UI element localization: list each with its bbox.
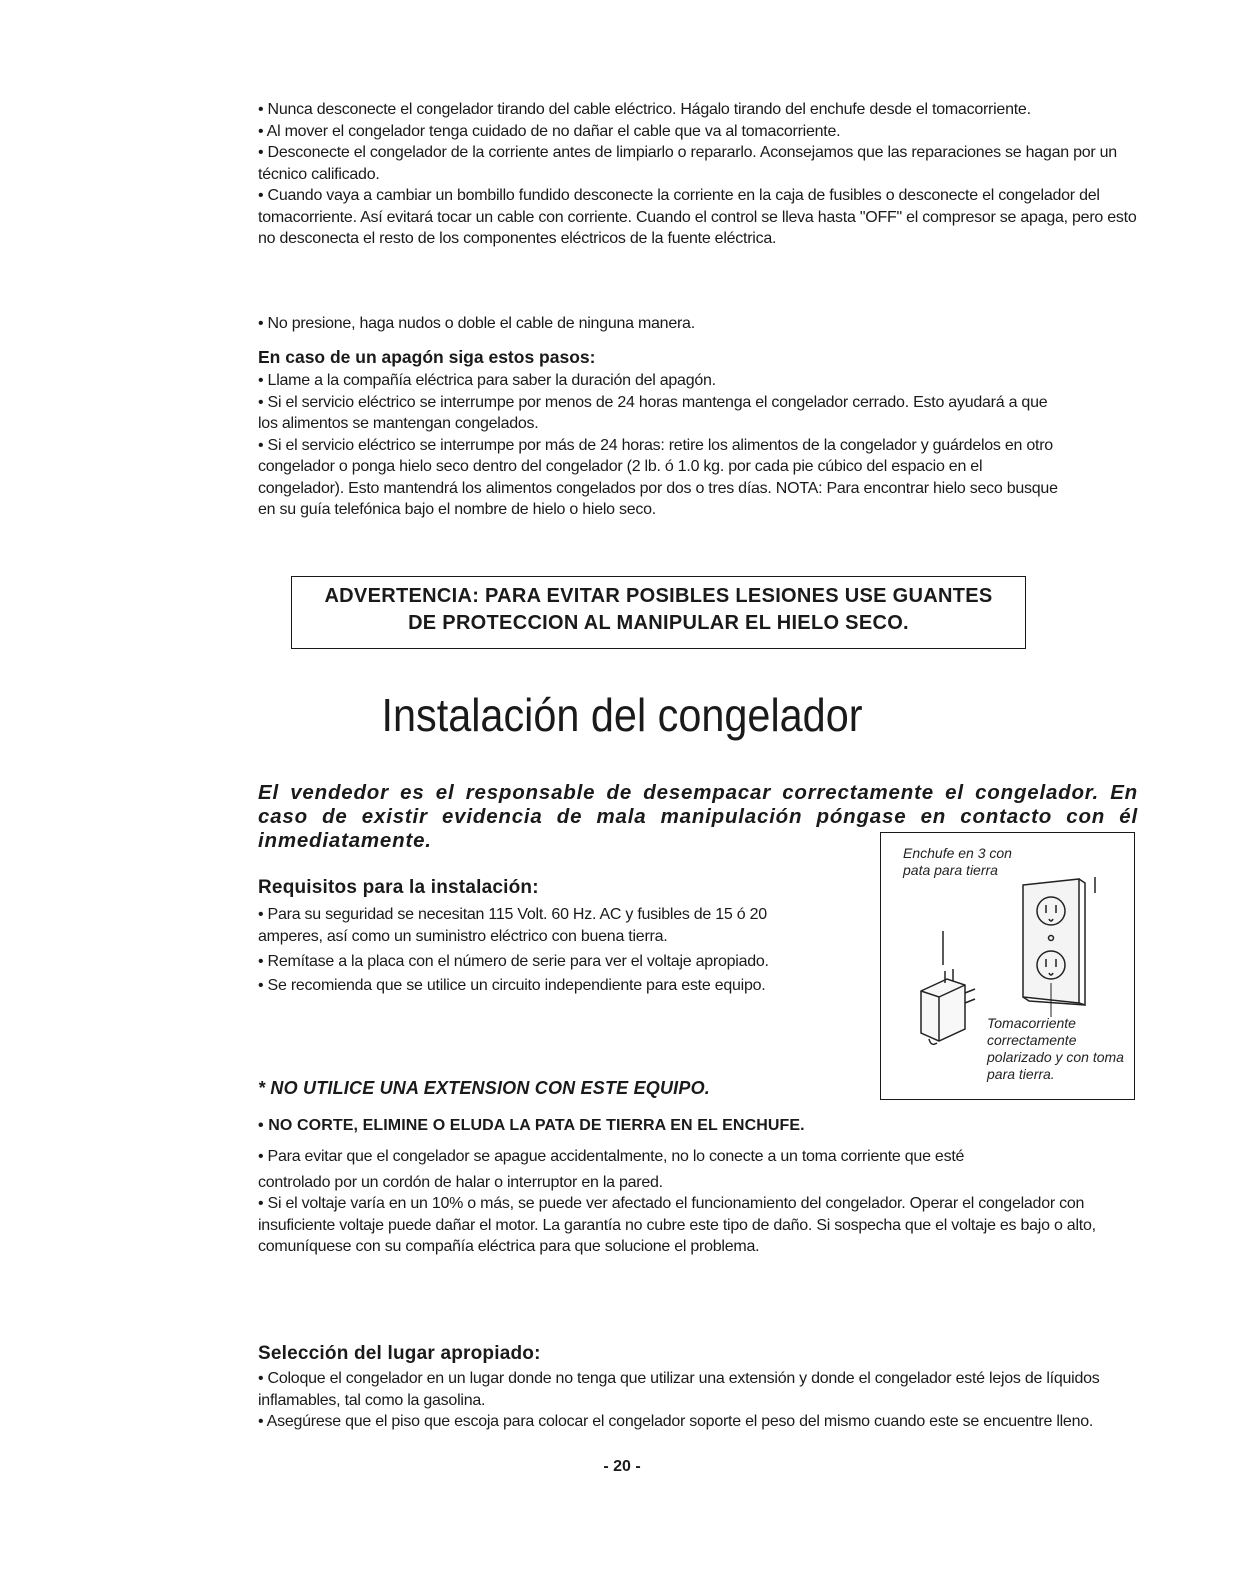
list-item: • Cuando vaya a cambiar un bombillo fundido desconecte la corriente en la caja de fusibles o desconecte el congelador del tomacorriente. Así evitará tocar un cable con corriente. Cuando el control se lleva hasta "OFF" el compresor se apaga, pero esto no desconecta el resto de los componentes eléctricos de la fuente eléctrica. <box>258 187 1137 247</box>
warning-line-2: DE PROTECCION AL MANIPULAR EL HIELO SECO. <box>408 612 909 634</box>
list-item: • Nunca desconecte el congelador tirando del cable eléctrico. Hágalo tirando del enchufe desde el tomacorriente. <box>258 101 1031 118</box>
voltage-bullet-list <box>258 1146 1128 1258</box>
intro-paragraph: El vendedor es el responsable de desempacar correctamente el congelador. En caso de existir evidencia de mala manipulación póngase en contacto con él inmediatamente. <box>258 780 1138 852</box>
list-item: • Desconecte el congelador de la corriente antes de limpiarlo o repararlo. Aconsejamos que las reparaciones se hagan por un técnico calificado. <box>258 144 1117 183</box>
list-item: • Para su seguridad se necesitan 115 Volt. 60 Hz. AC y fusibles de 15 ó 20 amperes, así como un suministro eléctrico con buena tierra. <box>258 906 767 945</box>
plug-icon <box>921 931 975 1044</box>
list-item: • Si el voltaje varía en un 10% o más, se puede ver afectado el funcionamiento del congelador. Operar el congelador con insuficiente voltaje puede dañar el motor. La garantía no cubre este tipo de daño. Si sospecha que el voltaje es bajo o alto, comuníquese con su compañía eléctrica para que solucione el problema. <box>258 1195 1096 1255</box>
list-item: • Si el servicio eléctrico se interrumpe por menos de 24 horas mantenga el congelador cerrado. Esto ayudará a que los alimentos se mantengan congelados. <box>258 393 1048 432</box>
list-item: • Se recomienda que se utilice un circuito independiente para este equipo. <box>258 976 766 994</box>
warning-box <box>291 576 1026 649</box>
outage-bullet-list <box>258 370 1058 521</box>
outlet-icon <box>1023 877 1095 1005</box>
outage-heading: En caso de un apagón siga estos pasos: <box>258 347 596 367</box>
warning-line-1: ADVERTENCIA: PARA EVITAR POSIBLES LESIONES USE GUANTES <box>324 585 993 607</box>
list-item: • Si el servicio eléctrico se interrumpe por más de 24 horas: retire los alimentos de la congelador y guárdelos en otro congelador o ponga hielo seco dentro del congelador (2 lb. ó 1.0 kg. por cada pie cúbico del espacio en el congelador). Esto mantendrá los alimentos congelados por dos o tres días. NOTA: Para encontrar hielo seco busque en su guía telefónica bajo el nombre de hielo o hielo seco. <box>258 436 1058 518</box>
section-title: Instalación del congelador <box>381 689 863 741</box>
list-item: • Al mover el congelador tenga cuidado de no dañar el cable que va al tomacorriente. <box>258 122 841 140</box>
location-heading: Selección del lugar apropiado: <box>258 1343 541 1364</box>
list-item: • Para evitar que el congelador se apague accidentalmente, no lo conecte a un toma corriente que esté <box>258 1148 965 1165</box>
requirements-heading: Requisitos para la instalación: <box>258 877 539 898</box>
plug-caption: Enchufe en 3 con pata para tierra <box>903 845 1012 878</box>
page-number: - 20 - <box>603 1458 641 1475</box>
outlet-caption: Tomacorriente correctamente polarizado y con toma para tierra. <box>987 1015 1124 1082</box>
no-extension-warning: * NO UTILICE UNA EXTENSION CON ESTE EQUIPO. <box>258 1078 710 1098</box>
list-item: • Asegúrese que el piso que escoja para colocar el congelador soporte el peso del mismo cuando este se encuentre lleno. <box>258 1413 1094 1430</box>
location-bullet-list <box>258 1368 1118 1433</box>
list-item: • Coloque el congelador en un lugar donde no tenga que utilizar una extensión y donde el congelador esté lejos de líquidos inflamables, tal como la gasolina. <box>258 1370 1100 1409</box>
requirements-bullet-list <box>258 904 818 996</box>
list-item: controlado por un cordón de halar o interruptor en la pared. <box>258 1173 663 1191</box>
plug-outlet-figure <box>880 832 1135 1100</box>
list-item: • Llame a la compañía eléctrica para saber la duración del apagón. <box>258 372 716 389</box>
top-bullet-list <box>258 99 1140 250</box>
cable-bullet: • No presione, haga nudos o doble el cable de ninguna manera. <box>258 315 695 332</box>
no-cut-warning: • NO CORTE, ELIMINE O ELUDA LA PATA DE TIERRA EN EL ENCHUFE. <box>258 1117 805 1134</box>
list-item: • Remítase a la placa con el número de serie para ver el voltaje apropiado. <box>258 953 769 970</box>
